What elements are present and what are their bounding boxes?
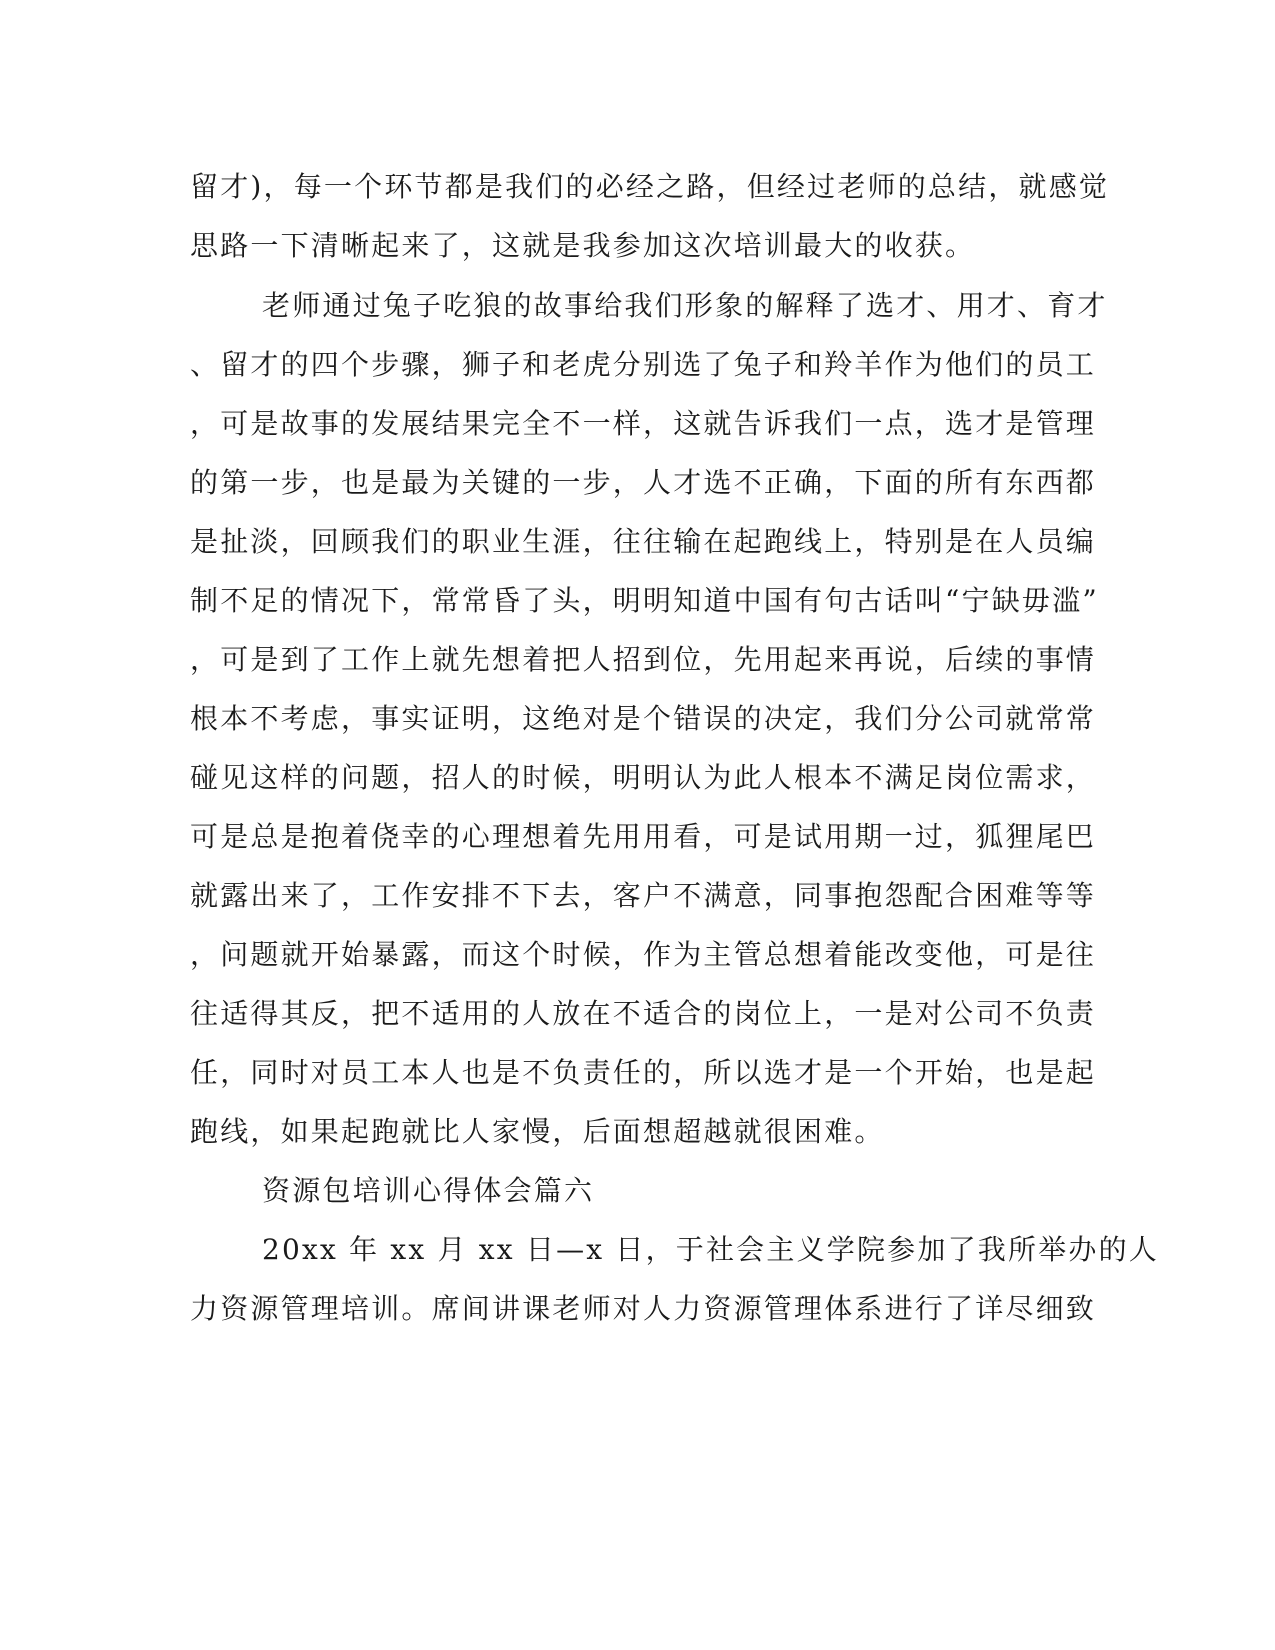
section-heading: 资源包培训心得体会篇六: [262, 1174, 595, 1207]
paragraph-line: 是扯淡，回顾我们的职业生涯，往往输在起跑线上，特别是在人员编: [190, 525, 1097, 558]
paragraph-line: 留才)，每一个环节都是我们的必经之路，但经过老师的总结，就感觉: [190, 170, 1110, 203]
paragraph-line: 老师通过兔子吃狼的故事给我们形象的解释了选才、用才、育才: [262, 289, 1108, 322]
paragraph-line: 可是总是抱着侥幸的心理想着先用用看，可是试用期一过，狐狸尾巴: [190, 820, 1097, 853]
paragraph-line: ，可是故事的发展结果完全不一样，这就告诉我们一点，选才是管理: [190, 407, 1097, 440]
paragraph-line: 力资源管理培训。席间讲课老师对人力资源管理体系进行了详尽细致: [190, 1292, 1097, 1325]
paragraph-line: 就露出来了，工作安排不下去，客户不满意，同事抱怨配合困难等等: [190, 879, 1097, 912]
paragraph-line: 跑线，如果起跑就比人家慢，后面想超越就很困难。: [190, 1115, 885, 1148]
paragraph-line: 往适得其反，把不适用的人放在不适合的岗位上，一是对公司不负责: [190, 997, 1097, 1030]
paragraph-line: 、留才的四个步骤，狮子和老虎分别选了兔子和羚羊作为他们的员工: [190, 348, 1097, 381]
paragraph-line: 根本不考虑，事实证明，这绝对是个错误的决定，我们分公司就常常: [190, 702, 1097, 735]
paragraph-line: ，问题就开始暴露，而这个时候，作为主管总想着能改变他，可是往: [190, 938, 1097, 971]
paragraph-line: 制不足的情况下，常常昏了头，明明知道中国有句古话叫“宁缺毋滥”: [190, 584, 1099, 617]
paragraph-line: 思路一下清晰起来了，这就是我参加这次培训最大的收获。: [190, 229, 976, 262]
paragraph-line: 碰见这样的问题，招人的时候，明明认为此人根本不满足岗位需求，: [190, 761, 1097, 794]
paragraph-line: 的第一步，也是最为关键的一步，人才选不正确，下面的所有东西都: [190, 466, 1097, 499]
paragraph-line: 任，同时对员工本人也是不负责任的，所以选才是一个开始，也是起: [190, 1056, 1097, 1089]
paragraph-line: ，可是到了工作上就先想着把人招到位，先用起来再说，后续的事情: [190, 643, 1097, 676]
paragraph-line: 20xx 年 xx 月 xx 日—x 日，于社会主义学院参加了我所举办的人: [262, 1233, 1159, 1266]
